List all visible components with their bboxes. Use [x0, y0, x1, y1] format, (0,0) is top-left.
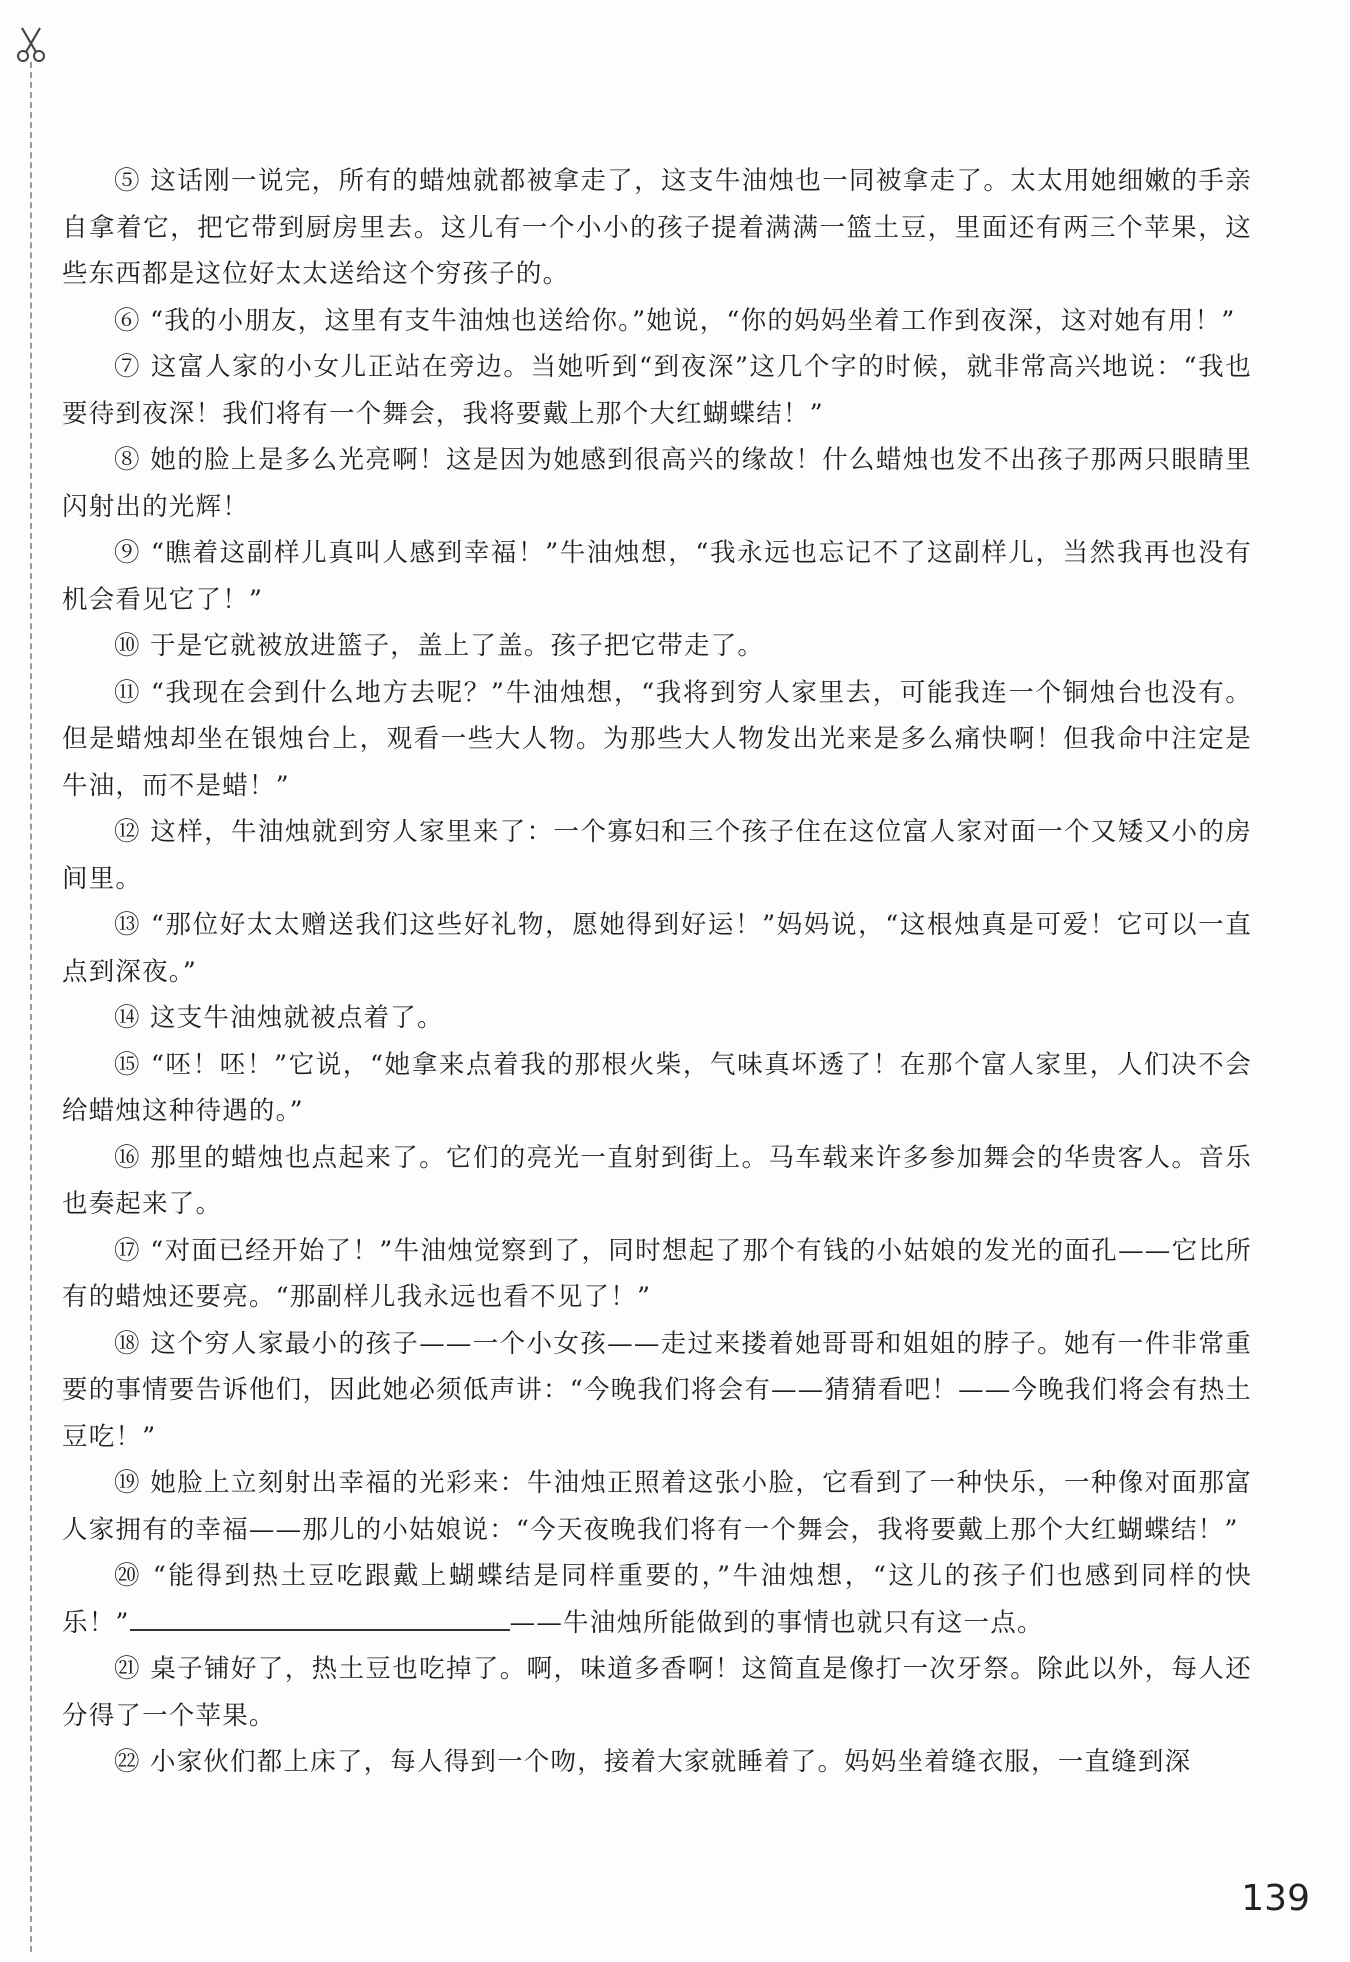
paragraph-18: ⑱ 这个穷人家最小的孩子——一个小女孩——走过来搂着她哥哥和姐姐的脖子。她有一件非常重要的事情要告诉他们，因此她必须低声讲：“今晚我们将会有——猜猜看吧！——今晚我们将会有热土豆吃！” [62, 1328, 1252, 1452]
paragraph-11: ⑪ “我现在会到什么地方去呢？”牛油烛想，“我将到穷人家里去，可能我连一个铜烛台也没有。但是蜡烛却坐在银烛台上，观看一些大人物。为那些大人物发出光来是多么痛快啊！但我命中注定是牛油，而不是蜡！” [62, 677, 1252, 801]
paragraph-9: ⑨ “瞧着这副样儿真叫人感到幸福！”牛油烛想，“我永远也忘记不了这副样儿，当然我再也没有机会看见它了！” [62, 538, 1252, 615]
cut-line [30, 62, 32, 1952]
page-number: 139 [1241, 1878, 1310, 1919]
paragraph-21: ㉑ 桌子铺好了，热土豆也吃掉了。啊，味道多香啊！这简直是像打一次牙祭。除此以外，每人还分得了一个苹果。 [62, 1654, 1252, 1731]
paragraph-10: ⑩ 于是它就被放进篮子，盖上了盖。孩子把它带走了。 [114, 631, 765, 661]
paragraph-16: ⑯ 那里的蜡烛也点起来了。它们的亮光一直射到街上。马车载来许多参加舞会的华贵客人。音乐也奏起来了。 [62, 1142, 1252, 1219]
paragraph-12: ⑫ 这样，牛油烛就到穷人家里来了：一个寡妇和三个孩子住在这位富人家对面一个又矮又小的房间里。 [62, 817, 1252, 894]
paragraph-20-after: ——牛油烛所能做到的事情也就只有这一点。 [509, 1607, 1044, 1638]
paragraph-17: ⑰ “对面已经开始了！”牛油烛觉察到了，同时想起了那个有钱的小姑娘的发光的面孔——它比所有的蜡烛还要亮。“那副样儿我永远也看不见了！” [62, 1235, 1252, 1312]
answer-blank[interactable] [130, 1607, 510, 1631]
article-body [62, 158, 1252, 1786]
paragraph-13: ⑬ “那位好太太赠送我们这些好礼物，愿她得到好运！”妈妈说，“这根烛真是可爱！它可以一直点到深夜。” [62, 910, 1252, 987]
paragraph-22: ㉒ 小家伙们都上床了，每人得到一个吻，接着大家就睡着了。妈妈坐着缝衣服，一直缝到深 [114, 1747, 1192, 1777]
paragraph-7: ⑦ 这富人家的小女儿正站在旁边。当她听到“到夜深”这几个字的时候，就非常高兴地说：“我也要待到夜深！我们将有一个舞会，我将要戴上那个大红蝴蝶结！” [62, 352, 1252, 429]
paragraph-8: ⑧ 她的脸上是多么光亮啊！这是因为她感到很高兴的缘故！什么蜡烛也发不出孩子那两只眼睛里闪射出的光辉！ [62, 445, 1252, 522]
paragraph-6: ⑥ “我的小朋友，这里有支牛油烛也送给你。”她说，“你的妈妈坐着工作到夜深，这对她有用！” [114, 305, 1236, 336]
paragraph-20-before: ⑳ “能得到热土豆吃跟戴上蝴蝶结是同样重要的，”牛油烛想，“这儿的孩子们也感到同样的快乐！” [62, 1561, 1252, 1638]
paragraph-5: ⑤ 这话刚一说完，所有的蜡烛就都被拿走了，这支牛油烛也一同被拿走了。太太用她细嫩的手亲自拿着它，把它带到厨房里去。这儿有一个小小的孩子提着满满一篮土豆，里面还有两三个苹果，这些东西都是这位好太太送给这个穷孩子的。 [62, 166, 1252, 289]
paragraph-20 [62, 1553, 1252, 1646]
paragraph-15: ⑮ “呸！呸！”它说，“她拿来点着我的那根火柴，气味真坏透了！在那个富人家里，人们决不会给蜡烛这种待遇的。” [62, 1049, 1252, 1126]
paragraph-14: ⑭ 这支牛油烛就被点着了。 [114, 1003, 444, 1033]
scissors-icon [14, 24, 48, 64]
paragraph-19: ⑲ 她脸上立刻射出幸福的光彩来：牛油烛正照着这张小脸，它看到了一种快乐，一种像对面那富人家拥有的幸福——那儿的小姑娘说：“今天夜晚我们将有一个舞会，我将要戴上那个大红蝴蝶结！” [62, 1468, 1252, 1545]
